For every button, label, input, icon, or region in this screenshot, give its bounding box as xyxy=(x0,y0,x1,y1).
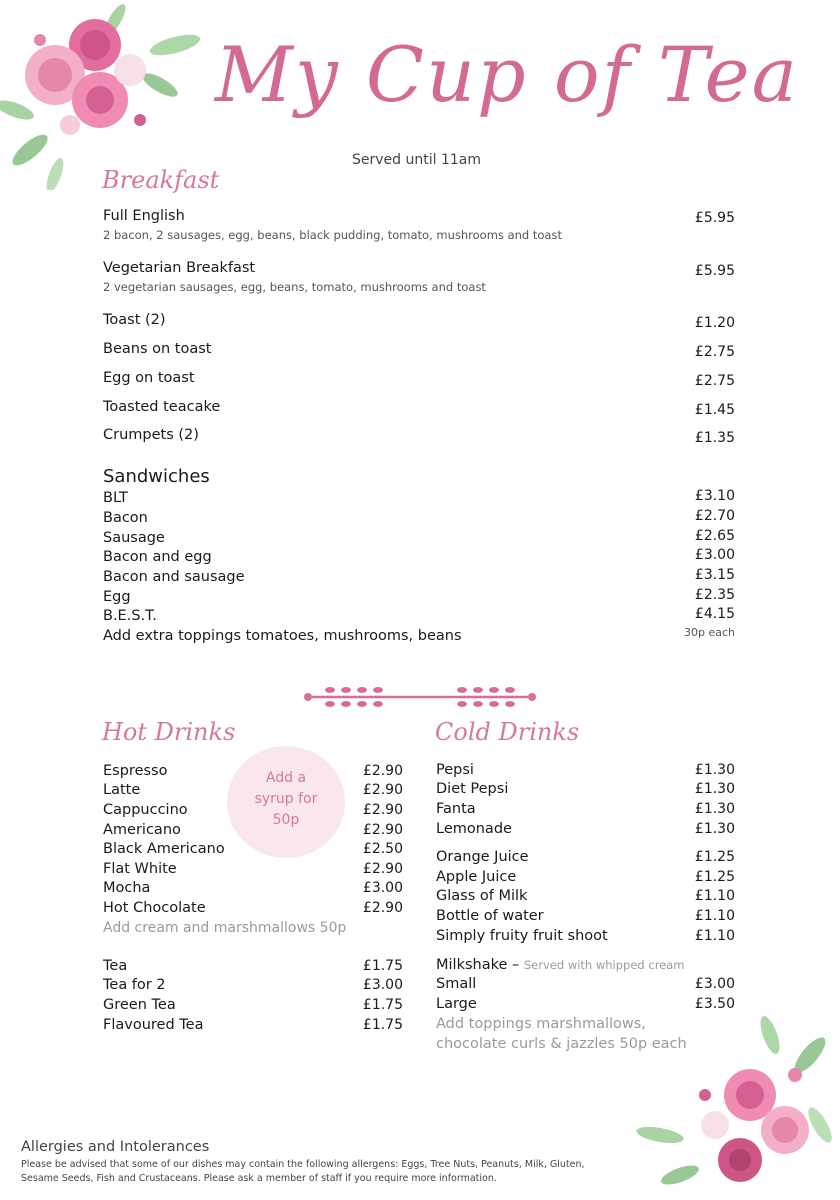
menu-item-price: £3.15 xyxy=(694,567,735,583)
menu-item-price: £2.65 xyxy=(694,528,735,544)
menu-item-name: Espresso xyxy=(103,763,168,779)
menu-item-price: £1.75 xyxy=(362,1017,403,1033)
menu-item-price: £2.70 xyxy=(694,508,735,524)
menu-item-price: £1.10 xyxy=(694,908,735,924)
menu-item-name: Glass of Milk xyxy=(436,888,528,904)
menu-item-price: £1.20 xyxy=(694,315,735,331)
menu-item-name: Simply fruity fruit shoot xyxy=(436,928,608,944)
menu-item-price: £3.00 xyxy=(694,547,735,563)
page-subtitle: Served until 11am xyxy=(352,152,481,168)
hot-drinks-heading: Hot Drinks xyxy=(102,718,236,746)
menu-item-name: Beans on toast xyxy=(103,341,212,357)
allergy-title: Allergies and Intolerances xyxy=(21,1139,210,1155)
menu-item-name: Diet Pepsi xyxy=(436,781,509,797)
milkshake-note: Served with whipped cream xyxy=(523,958,685,972)
menu-item-name: B.E.S.T. xyxy=(103,608,157,624)
menu-item-name: Cappuccino xyxy=(103,802,188,818)
menu-item-name: Small xyxy=(436,976,477,992)
menu-item-price: £1.35 xyxy=(694,430,735,446)
menu-item-price: £1.25 xyxy=(694,849,735,865)
menu-item-name: Toast (2) xyxy=(103,312,166,328)
menu-item-name: Black Americano xyxy=(103,841,225,857)
menu-item-price: £4.15 xyxy=(694,606,735,622)
milkshake-heading xyxy=(436,957,685,973)
menu-item-price: £2.75 xyxy=(694,344,735,360)
menu-item-name: Orange Juice xyxy=(436,849,529,865)
menu-item-price: £1.30 xyxy=(694,821,735,837)
menu-item-name: Bacon and sausage xyxy=(103,569,245,585)
menu-item-name: Pepsi xyxy=(436,762,474,778)
menu-item-name: Full English xyxy=(103,208,185,224)
menu-item-price: £5.95 xyxy=(694,210,735,226)
menu-item-name: Vegetarian Breakfast xyxy=(103,260,256,276)
breakfast-heading: Breakfast xyxy=(102,166,220,194)
menu-item-price: £1.75 xyxy=(362,997,403,1013)
menu-item-price: £3.00 xyxy=(362,977,403,993)
menu-item-name: BLT xyxy=(103,490,128,506)
menu-item-name: Sausage xyxy=(103,530,165,546)
menu-item-name: Flavoured Tea xyxy=(103,1017,204,1033)
menu-item-name: Tea xyxy=(103,958,128,974)
menu-item-price: £1.10 xyxy=(694,888,735,904)
page-title: My Cup of Tea xyxy=(215,30,799,119)
milkshake-label: Milkshake – xyxy=(436,957,520,973)
menu-item-name: Fanta xyxy=(436,801,476,817)
sandwiches-heading: Sandwiches xyxy=(103,466,210,487)
menu-item-price: £1.45 xyxy=(694,402,735,418)
laurel-divider-icon xyxy=(300,682,540,712)
menu-item-price: £2.90 xyxy=(362,763,403,779)
menu-item-name: Latte xyxy=(103,782,141,798)
menu-item-name: Bacon xyxy=(103,510,148,526)
menu-item-price: £2.75 xyxy=(694,373,735,389)
menu-item-price: £1.25 xyxy=(694,869,735,885)
menu-item-name: Add extra toppings tomatoes, mushrooms, beans xyxy=(103,628,462,644)
toppings-note-line: Add toppings marshmallows, xyxy=(436,1016,646,1032)
menu-item-price: £1.30 xyxy=(694,801,735,817)
syrup-offer-line: Add a xyxy=(265,770,307,786)
menu-item-name: Toasted teacake xyxy=(103,399,221,415)
menu-item-price: £2.90 xyxy=(362,802,403,818)
menu-item-price: £2.90 xyxy=(362,900,403,916)
menu-item-name: Large xyxy=(436,996,477,1012)
menu-item-name: Tea for 2 xyxy=(103,977,166,993)
menu-item-name: Flat White xyxy=(103,861,177,877)
menu-item-name: Mocha xyxy=(103,880,151,896)
menu-item-desc: 2 bacon, 2 sausages, egg, beans, black pudding, tomato, mushrooms and toast xyxy=(103,228,562,242)
menu-item-price: £1.10 xyxy=(694,928,735,944)
menu-item-price: £1.75 xyxy=(362,958,403,974)
menu-item-price: £2.90 xyxy=(362,782,403,798)
menu-item-price: £2.90 xyxy=(362,861,403,877)
menu-item-price: 30p each xyxy=(683,626,735,639)
menu-item-name: Hot Chocolate xyxy=(103,900,206,916)
menu-item-name: Crumpets (2) xyxy=(103,427,199,443)
menu-item-price: £5.95 xyxy=(694,263,735,279)
menu-item-price: £1.30 xyxy=(694,762,735,778)
menu-item-desc: 2 vegetarian sausages, egg, beans, tomato, mushrooms and toast xyxy=(103,280,486,294)
menu-item-price: £2.35 xyxy=(694,587,735,603)
menu-item-price: £3.00 xyxy=(362,880,403,896)
menu-item-price: £1.30 xyxy=(694,781,735,797)
menu-item-name: Americano xyxy=(103,822,181,838)
floral-corner-top-left xyxy=(0,0,220,190)
menu-item-name: Egg xyxy=(103,589,131,605)
allergy-text: Please be advised that some of our dishes may contain the following allergens: Eggs, Tree Nuts, Peanuts, Milk, Gluten, Sesame Seeds, Fish and Crustaceans. Please ask a member of staff if you require more information. xyxy=(21,1159,585,1184)
syrup-offer-line: syrup for xyxy=(254,791,318,807)
menu-item-name: Bacon and egg xyxy=(103,549,212,565)
cold-drinks-heading: Cold Drinks xyxy=(435,718,580,746)
menu-item-price: £3.10 xyxy=(694,488,735,504)
menu-item-price: £2.90 xyxy=(362,822,403,838)
menu-item-name: Bottle of water xyxy=(436,908,544,924)
menu-item-price: £3.00 xyxy=(694,976,735,992)
cream-note: Add cream and marshmallows 50p xyxy=(103,920,347,936)
syrup-offer-line: 50p xyxy=(272,812,300,828)
menu-item-name: Green Tea xyxy=(103,997,176,1013)
menu-item-price: £2.50 xyxy=(362,841,403,857)
menu-item-price: £3.50 xyxy=(694,996,735,1012)
menu-item-name: Egg on toast xyxy=(103,370,195,386)
toppings-note-line: chocolate curls & jazzles 50p each xyxy=(436,1036,687,1052)
menu-item-name: Apple Juice xyxy=(436,869,517,885)
menu-item-name: Lemonade xyxy=(436,821,512,837)
